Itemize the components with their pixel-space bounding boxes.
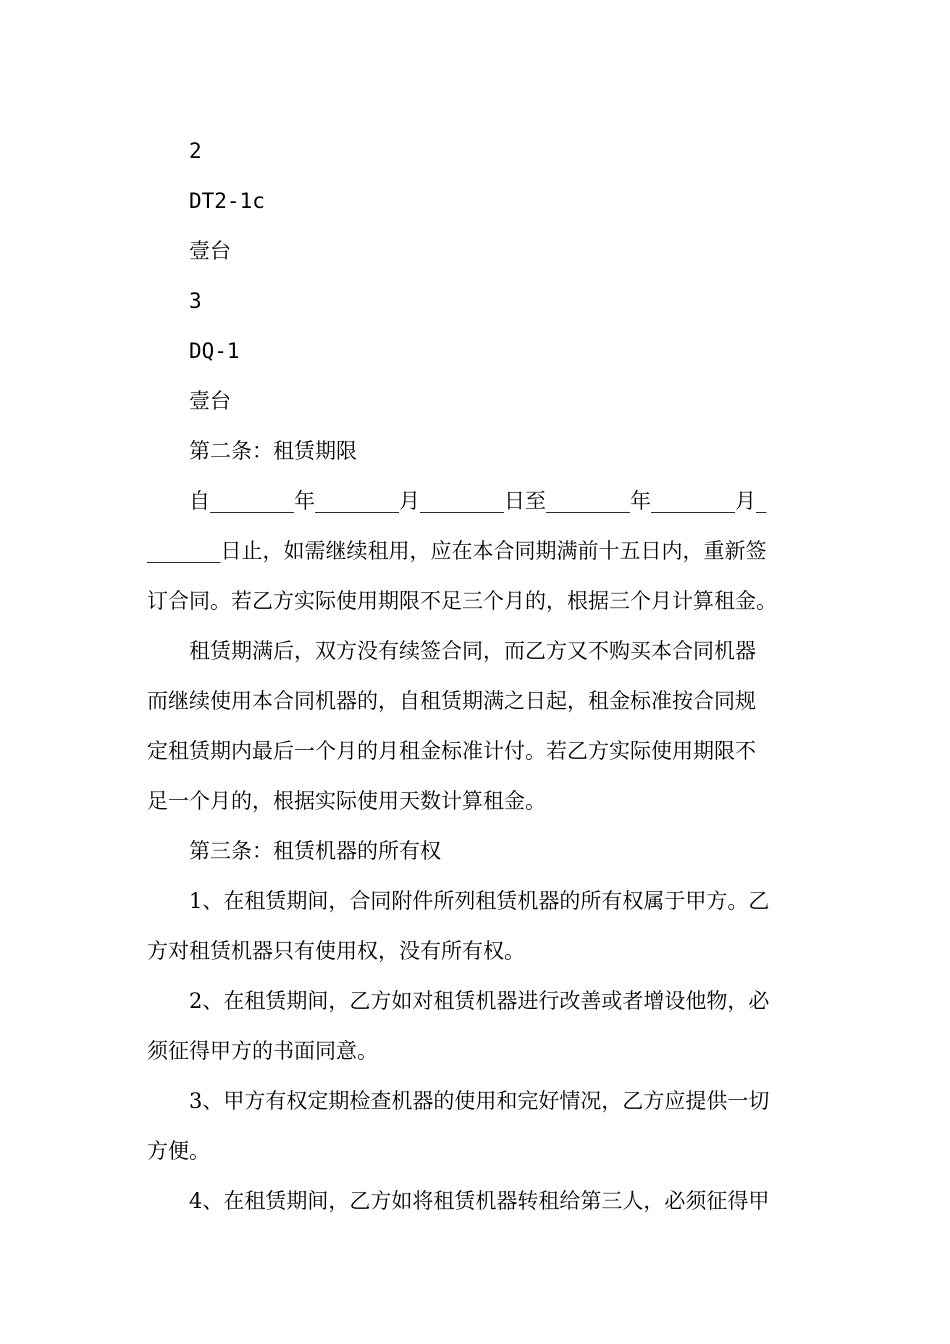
- paragraph-line: 租赁期满后，双方没有续签合同，而乙方又不购买本合同机器: [189, 639, 756, 663]
- clause-3-line: 3、甲方有权定期检查机器的使用和完好情况，乙方应提供一切: [189, 1089, 770, 1113]
- paragraph-line: 订合同。若乙方实际使用期限不足三个月的，根据三个月计算租金。: [147, 589, 777, 613]
- clause-3-line: 方便。: [147, 1139, 210, 1163]
- clause-2-line: 2、在租赁期间，乙方如对租赁机器进行改善或者增设他物，必: [189, 989, 770, 1013]
- item-number-3: 3: [189, 289, 202, 313]
- section-heading-article-2: 第二条：租赁期限: [189, 439, 357, 463]
- clause-1-line: 方对租赁机器只有使用权，没有所有权。: [147, 939, 525, 963]
- item-model-dq-1: DQ-1: [189, 339, 240, 363]
- paragraph-line: 而继续使用本合同机器的，自租赁期满之日起，租金标准按合同规: [147, 689, 756, 713]
- paragraph-line: 自________年________月________日至________年________月_: [189, 489, 767, 513]
- item-model-dt2-1c: DT2-1c: [189, 189, 265, 213]
- clause-1-line: 1、在租赁期间，合同附件所列租赁机器的所有权属于甲方。乙: [189, 889, 770, 913]
- clause-4-line: 4、在租赁期间，乙方如将租赁机器转租给第三人，必须征得甲: [189, 1189, 770, 1213]
- item-quantity-1: 壹台: [189, 239, 231, 263]
- paragraph-line: 足一个月的，根据实际使用天数计算租金。: [147, 789, 546, 813]
- clause-2-line: 须征得甲方的书面同意。: [147, 1039, 378, 1063]
- item-number-2: 2: [189, 139, 202, 163]
- section-heading-article-3: 第三条：租赁机器的所有权: [189, 839, 441, 863]
- item-quantity-2: 壹台: [189, 389, 231, 413]
- paragraph-line: 定租赁期内最后一个月的月租金标准计付。若乙方实际使用期限不: [147, 739, 756, 763]
- paragraph-line: _______日止，如需继续租用，应在本合同期满前十五日内，重新签: [147, 539, 767, 563]
